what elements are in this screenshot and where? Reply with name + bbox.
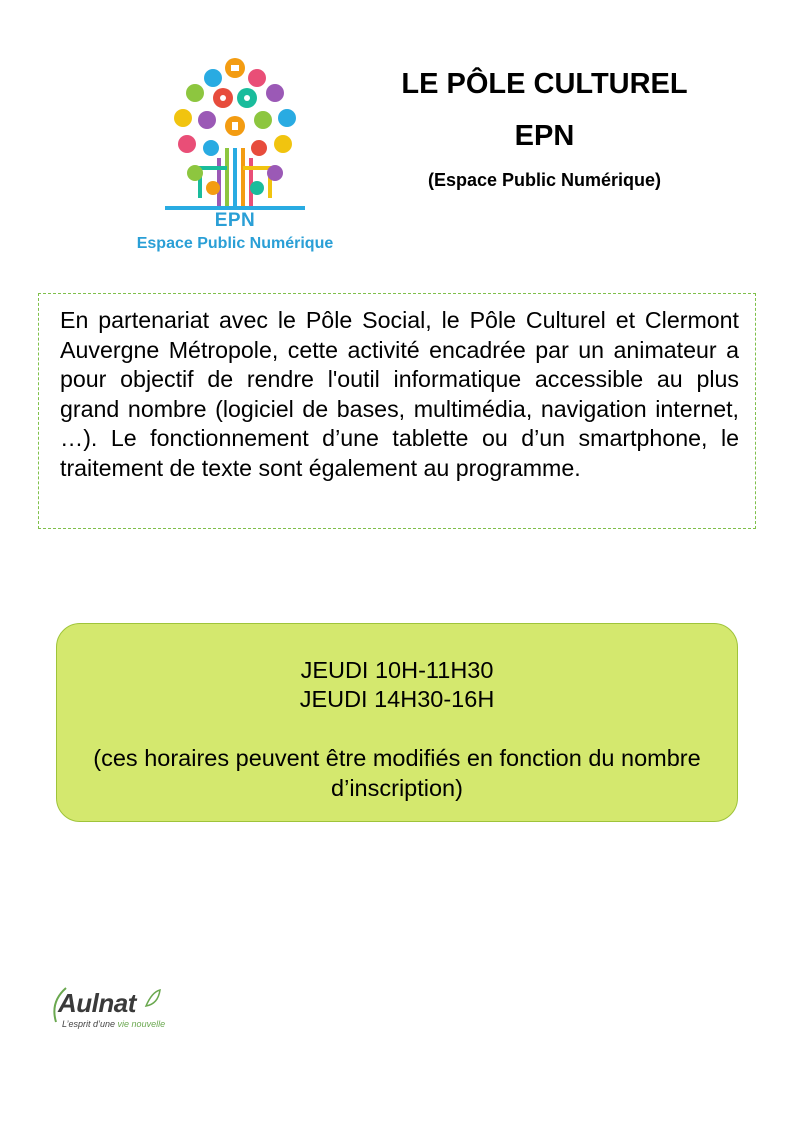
- intro-paragraph: En partenariat avec le Pôle Social, le Pôle Culturel et Clermont Auvergne Métropole, cette activité encadrée par un animateur a pour objectif de rendre l'outil informatique accessible au plus grand nombre (logiciel de bases, multimédia, navigation internet, …). Le fonctionnement d’une tablette ou d’un smartphone, le traitement de texte sont également au programme.: [60, 307, 739, 481]
- intro-box: [38, 293, 756, 529]
- schedule-box: [56, 623, 738, 822]
- epn-logo: [110, 48, 360, 263]
- schedule-slot-2: JEUDI 14H30-16H: [299, 686, 495, 712]
- page-subtitle-detail: (Espace Public Numérique): [427, 170, 662, 190]
- aulnat-name: Aulnat: [58, 988, 136, 1018]
- tree-icon: [155, 48, 315, 213]
- aulnat-tagline: L’esprit d’une vie nouvelle: [62, 1019, 166, 1029]
- schedule-slot-1: JEUDI 10H-11H30: [300, 657, 494, 683]
- logo-title: EPN: [214, 210, 256, 231]
- logo-subtitle: Espace Public Numérique: [136, 235, 334, 252]
- page-subtitle: EPN: [514, 120, 575, 152]
- page-title: LE PÔLE CULTUREL: [401, 68, 688, 100]
- aulnat-logo: [48, 982, 168, 1032]
- schedule-note: (ces horaires peuvent être modifiés en fonction du nombre d’inscription): [93, 745, 701, 801]
